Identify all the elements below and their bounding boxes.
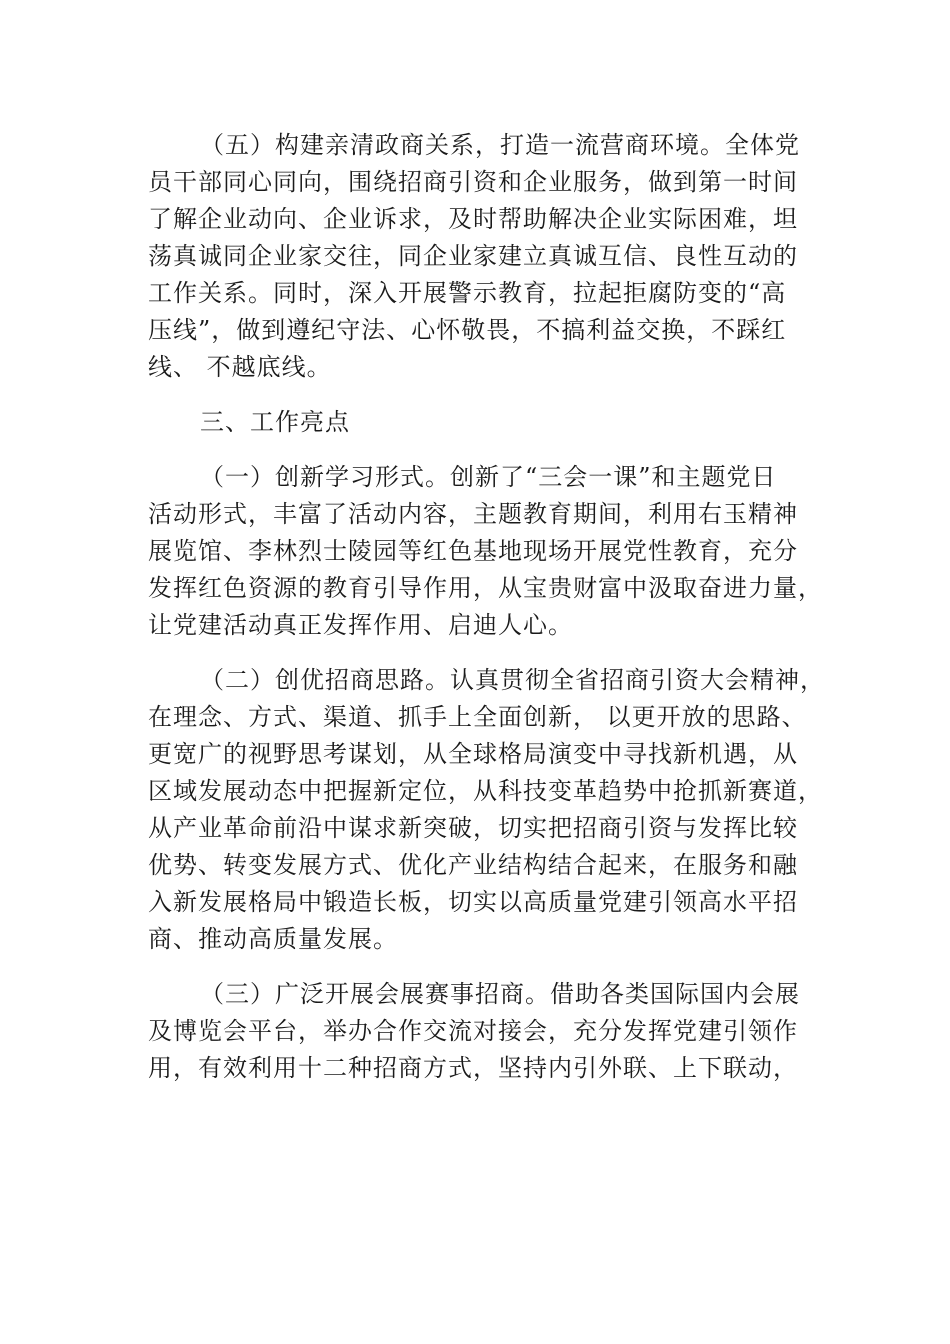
- text-line: 优势、转变发展方式、优化产业结构结合起来，在服务和融: [148, 851, 798, 879]
- text-line: 线、 不越底线。: [148, 353, 332, 381]
- text-line: 发挥红色资源的教育引导作用，从宝贵财富中汲取奋进力量，: [148, 574, 823, 602]
- text-line: 压线”，做到遵纪守法、心怀敬畏，不搞利益交换，不踩红: [148, 316, 787, 344]
- text-line: 工作关系。同时，深入开展警示教育，拉起拒腐防变的“高: [148, 279, 787, 307]
- paragraph-3-exhibition-investment: [148, 976, 808, 1087]
- section-heading: [148, 404, 808, 441]
- spacer: [148, 441, 808, 459]
- heading-text: 三、工作亮点: [200, 408, 350, 436]
- text-line: 员干部同心同向，围绕招商引资和企业服务，做到第一时间: [148, 168, 798, 196]
- text-line: 及博览会平台，举办合作交流对接会，充分发挥党建引领作: [148, 1017, 798, 1045]
- text-line: 展览馆、李林烈士陵园等红色基地现场开展党性教育，充分: [148, 537, 798, 565]
- spacer: [148, 386, 808, 404]
- paragraph-5-build-relations: [148, 127, 808, 386]
- text-line: 荡真诚同企业家交往，同企业家建立真诚互信、良性互动的: [148, 242, 798, 270]
- text-line: 活动形式，丰富了活动内容，主题教育期间，利用右玉精神: [148, 500, 798, 528]
- text-line: 在理念、方式、渠道、抓手上全面创新， 以更开放的思路、: [148, 703, 807, 731]
- text-line: （三）广泛开展会展赛事招商。借助各类国际国内会展: [200, 980, 800, 1008]
- paragraph-1-innovate-learning: [148, 459, 823, 644]
- text-line: 了解企业动向、企业诉求，及时帮助解决企业实际困难，坦: [148, 205, 798, 233]
- text-line: 区域发展动态中把握新定位，从科技变革趋势中抢抓新赛道，: [148, 777, 823, 805]
- spacer: [148, 644, 808, 662]
- text-line: 让党建活动真正发挥作用、启迪人心。: [148, 611, 573, 639]
- paragraph-2-investment-ideas: [148, 662, 825, 958]
- text-line: 从产业革命前沿中谋求新突破，切实把招商引资与发挥比较: [148, 814, 798, 842]
- text-line: （一）创新学习形式。创新了“三会一课”和主题党日: [200, 463, 777, 491]
- text-line: （二）创优招商思路。认真贯彻全省招商引资大会精神，: [200, 666, 825, 694]
- text-line: 入新发展格局中锻造长板，切实以高质量党建引领高水平招: [148, 888, 798, 916]
- document-body: [148, 127, 825, 1087]
- text-line: 商、推动高质量发展。: [148, 925, 398, 953]
- text-line: 用，有效利用十二种招商方式，坚持内引外联、上下联动，: [148, 1054, 798, 1082]
- spacer: [148, 958, 808, 976]
- text-line: （五）构建亲清政商关系，打造一流营商环境。全体党: [200, 131, 800, 159]
- text-line: 更宽广的视野思考谋划，从全球格局演变中寻找新机遇，从: [148, 740, 798, 768]
